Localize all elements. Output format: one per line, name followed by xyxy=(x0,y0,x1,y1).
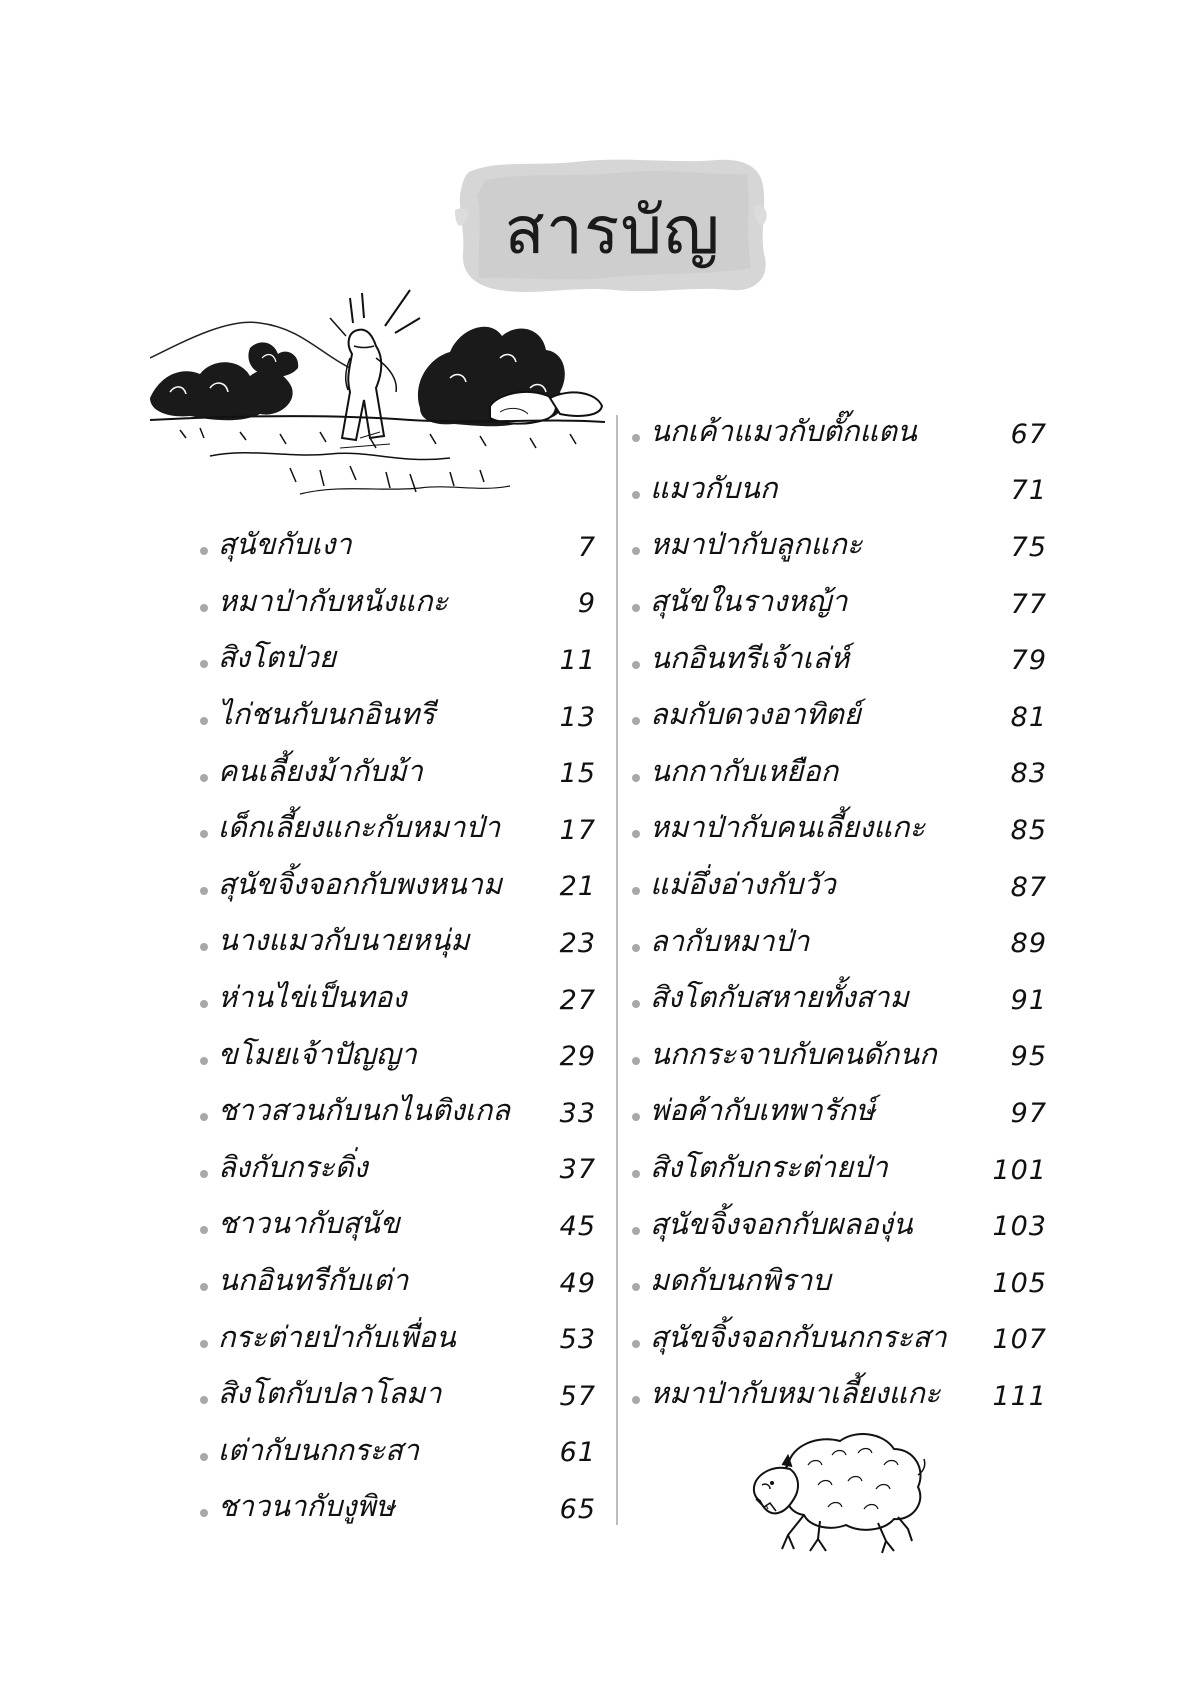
bullet-dot-icon xyxy=(200,660,208,668)
entry-title: ไก่ชนกับนกอินทรี xyxy=(218,697,435,732)
entry-page-number: 7 xyxy=(577,531,596,563)
bullet-dot-icon xyxy=(200,547,208,555)
entry-title: นกกระจาบกับคนดักนก xyxy=(650,1036,937,1071)
toc-entry[interactable] xyxy=(200,1195,596,1252)
toc-entry[interactable] xyxy=(200,686,596,743)
entry-page-number: 13 xyxy=(559,701,596,733)
toc-entry[interactable] xyxy=(632,912,1047,969)
toc-entry[interactable] xyxy=(632,516,1047,573)
entry-page-number: 27 xyxy=(559,984,596,1016)
entry-title: สุนัขในรางหญ้า xyxy=(650,584,848,619)
entry-title: พ่อค้ากับเทพารักษ์ xyxy=(650,1093,875,1128)
entry-page-number: 57 xyxy=(559,1380,596,1412)
entry-title: สุนัขกับเงา xyxy=(218,527,352,562)
entry-title: แม่อึ่งอ่างกับวัว xyxy=(650,867,836,902)
entry-page-number: 29 xyxy=(559,1041,596,1073)
entry-title: แมวกับนก xyxy=(650,470,778,505)
entry-page-number: 17 xyxy=(559,814,596,846)
bullet-dot-icon xyxy=(632,1000,640,1008)
entry-page-number: 107 xyxy=(992,1324,1047,1356)
toc-entry[interactable] xyxy=(200,1422,596,1479)
bullet-dot-icon xyxy=(200,887,208,895)
bullet-dot-icon xyxy=(200,1283,208,1291)
landscape-illustration xyxy=(150,288,605,503)
entry-page-number: 101 xyxy=(992,1154,1047,1186)
bullet-dot-icon xyxy=(200,1000,208,1008)
bullet-dot-icon xyxy=(632,1283,640,1291)
bullet-dot-icon xyxy=(200,1453,208,1461)
bullet-dot-icon xyxy=(632,547,640,555)
entry-title: หมาป่ากับหนังแกะ xyxy=(218,583,449,618)
entry-title: ชาวนากับสุนัข xyxy=(218,1206,400,1241)
entry-title: เด็กเลี้ยงแกะกับหมาป่า xyxy=(218,810,501,845)
bullet-dot-icon xyxy=(200,943,208,951)
toc-entry[interactable] xyxy=(632,856,1047,913)
entry-title: ชาวสวนกับนกไนติงเกล xyxy=(218,1093,511,1128)
toc-entry[interactable] xyxy=(632,1195,1047,1252)
entry-page-number: 61 xyxy=(559,1437,596,1469)
entry-page-number: 103 xyxy=(992,1211,1047,1243)
entry-title: นกอินทรีเจ้าเล่ห์ xyxy=(650,640,850,675)
toc-entry[interactable] xyxy=(632,1365,1047,1422)
toc-entry[interactable] xyxy=(632,969,1047,1026)
bullet-dot-icon xyxy=(200,1170,208,1178)
entry-page-number: 81 xyxy=(1010,701,1047,733)
entry-title: สิงโตกับปลาโลมา xyxy=(218,1376,442,1411)
toc-entry[interactable] xyxy=(632,743,1047,800)
entry-title: หมาป่ากับหมาเลี้ยงแกะ xyxy=(650,1376,941,1411)
entry-page-number: 71 xyxy=(1010,475,1047,507)
entry-page-number: 49 xyxy=(559,1267,596,1299)
bullet-dot-icon xyxy=(632,1057,640,1065)
entry-title: กระต่ายป่ากับเพื่อน xyxy=(218,1319,456,1354)
entry-title: ชาวนากับงูพิษ xyxy=(218,1489,395,1524)
entry-page-number: 15 xyxy=(559,758,596,790)
entry-title: สิงโตกับกระต่ายป่า xyxy=(650,1150,888,1185)
bullet-dot-icon xyxy=(632,944,640,952)
toc-entry[interactable] xyxy=(632,629,1047,686)
entry-title: นางแมวกับนายหนุ่ม xyxy=(218,923,470,958)
bullet-dot-icon xyxy=(200,1226,208,1234)
entry-page-number: 77 xyxy=(1010,588,1047,620)
bullet-dot-icon xyxy=(200,1113,208,1121)
entry-title: เต่ากับนกกระสา xyxy=(218,1432,420,1467)
entry-page-number: 111 xyxy=(992,1380,1047,1412)
entry-page-number: 67 xyxy=(1010,418,1047,450)
entry-title: ขโมยเจ้าปัญญา xyxy=(218,1036,417,1071)
bullet-dot-icon xyxy=(632,1227,640,1235)
entry-title: คนเลี้ยงม้ากับม้า xyxy=(218,753,423,788)
entry-title: สิงโตกับสหายทั้งสาม xyxy=(650,980,909,1015)
toc-entry[interactable] xyxy=(200,1252,596,1309)
toc-entry[interactable] xyxy=(200,573,596,630)
entry-page-number: 45 xyxy=(559,1210,596,1242)
bullet-dot-icon xyxy=(200,774,208,782)
entry-title: สุนัขจิ้งจอกกับผลองุ่น xyxy=(650,1206,913,1241)
entry-page-number: 65 xyxy=(559,1493,596,1525)
toc-entry[interactable] xyxy=(200,912,596,969)
toc-left-column xyxy=(200,516,596,1535)
entry-page-number: 11 xyxy=(559,644,596,676)
bullet-dot-icon xyxy=(632,830,640,838)
toc-entry[interactable] xyxy=(632,403,1047,460)
bullet-dot-icon xyxy=(632,661,640,669)
entry-title: นกอินทรีกับเต่า xyxy=(218,1263,409,1298)
entry-page-number: 91 xyxy=(1010,984,1047,1016)
toc-entry[interactable] xyxy=(200,1365,596,1422)
toc-entry[interactable] xyxy=(200,1082,596,1139)
toc-entry[interactable] xyxy=(200,1025,596,1082)
toc-entry[interactable] xyxy=(632,799,1047,856)
toc-entry[interactable] xyxy=(200,629,596,686)
entry-page-number: 89 xyxy=(1010,928,1047,960)
toc-entry[interactable] xyxy=(200,1308,596,1365)
bullet-dot-icon xyxy=(632,1340,640,1348)
bullet-dot-icon xyxy=(200,604,208,612)
entry-page-number: 9 xyxy=(577,588,596,620)
entry-page-number: 37 xyxy=(559,1154,596,1186)
bullet-dot-icon xyxy=(200,830,208,838)
entry-page-number: 87 xyxy=(1010,871,1047,903)
entry-page-number: 83 xyxy=(1010,758,1047,790)
toc-entry[interactable] xyxy=(632,1139,1047,1196)
entry-page-number: 79 xyxy=(1010,645,1047,677)
entry-title: หมาป่ากับลูกแกะ xyxy=(650,527,863,562)
entry-page-number: 33 xyxy=(559,1097,596,1129)
entry-page-number: 97 xyxy=(1010,1097,1047,1129)
toc-entry[interactable] xyxy=(632,686,1047,743)
title-block xyxy=(455,150,770,300)
bullet-dot-icon xyxy=(632,604,640,612)
entry-title: ลากับหมาป่า xyxy=(650,923,810,958)
entry-title: นกกากับเหยือก xyxy=(650,753,839,788)
toc-entry[interactable] xyxy=(200,742,596,799)
entry-title: มดกับนกพิราบ xyxy=(650,1263,831,1298)
entry-title: นกเค้าแมวกับตั๊กแตน xyxy=(650,414,917,449)
toc-entry[interactable] xyxy=(200,1139,596,1196)
entry-title: ห่านไข่เป็นทอง xyxy=(218,980,407,1015)
bullet-dot-icon xyxy=(632,774,640,782)
column-divider xyxy=(616,415,618,1525)
bullet-dot-icon xyxy=(632,1170,640,1178)
toc-entry[interactable] xyxy=(632,1252,1047,1309)
entry-title: หมาป่ากับคนเลี้ยงแกะ xyxy=(650,810,926,845)
toc-entry[interactable] xyxy=(200,516,596,573)
entry-page-number: 23 xyxy=(559,927,596,959)
bullet-dot-icon xyxy=(200,1396,208,1404)
entry-title: สุนัขจิ้งจอกกับนกกระสา xyxy=(650,1319,947,1354)
entry-title: ลิงกับกระดิ่ง xyxy=(218,1149,368,1184)
entry-page-number: 21 xyxy=(559,871,596,903)
toc-entry[interactable] xyxy=(632,1082,1047,1139)
toc-entry[interactable] xyxy=(632,573,1047,630)
toc-entry[interactable] xyxy=(632,1309,1047,1366)
toc-entry[interactable] xyxy=(200,969,596,1026)
bullet-dot-icon xyxy=(200,1509,208,1517)
entry-title: ลมกับดวงอาทิตย์ xyxy=(650,697,861,732)
entry-page-number: 95 xyxy=(1010,1041,1047,1073)
bullet-dot-icon xyxy=(632,491,640,499)
toc-entry[interactable] xyxy=(200,856,596,913)
toc-entry[interactable] xyxy=(632,1026,1047,1083)
bullet-dot-icon xyxy=(632,434,640,442)
bullet-dot-icon xyxy=(200,1340,208,1348)
toc-entry[interactable] xyxy=(200,799,596,856)
wolf-in-sheepskin-illustration xyxy=(748,1425,928,1555)
bullet-dot-icon xyxy=(632,1113,640,1121)
bullet-dot-icon xyxy=(200,717,208,725)
toc-entry[interactable] xyxy=(200,1478,596,1535)
bullet-dot-icon xyxy=(632,1396,640,1404)
bullet-dot-icon xyxy=(632,887,640,895)
toc-entry[interactable] xyxy=(632,460,1047,517)
entry-page-number: 53 xyxy=(559,1324,596,1356)
bullet-dot-icon xyxy=(632,717,640,725)
page-title: สารบัญ xyxy=(504,192,721,269)
bullet-dot-icon xyxy=(200,1057,208,1065)
toc-right-column xyxy=(632,403,1047,1422)
entry-page-number: 105 xyxy=(992,1267,1047,1299)
entry-title: สุนัขจิ้งจอกกับพงหนาม xyxy=(218,866,503,901)
entry-page-number: 75 xyxy=(1010,531,1047,563)
entry-page-number: 85 xyxy=(1010,814,1047,846)
entry-title: สิงโตป่วย xyxy=(218,640,336,675)
